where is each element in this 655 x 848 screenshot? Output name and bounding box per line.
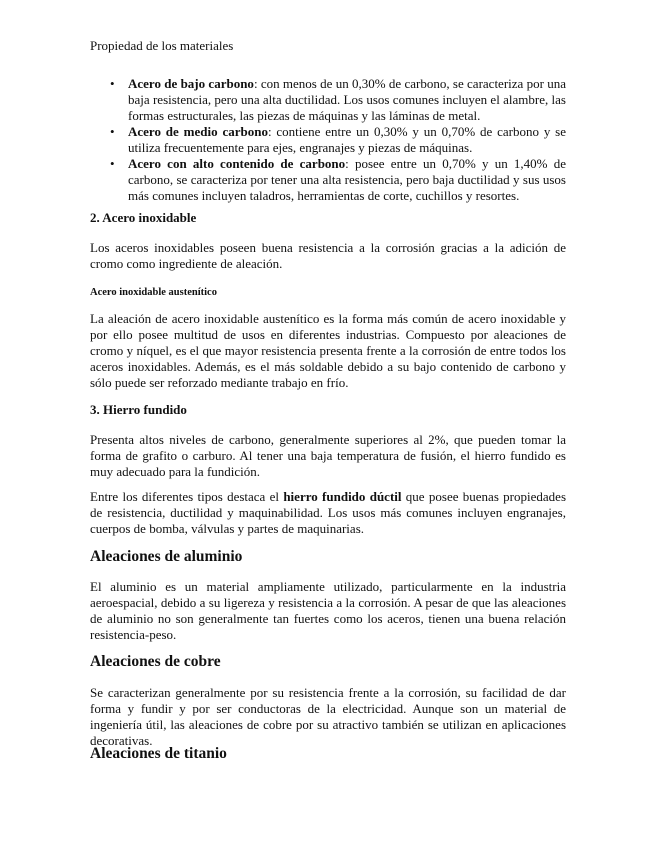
bullet-term: Acero de medio carbono: [128, 124, 268, 139]
subheading-austenitico: Acero inoxidable austenítico: [90, 287, 217, 298]
bullet-text: : con menos de un 0,30% de carbono, se caracteriza por una baja resistencia, pero una alta ductilidad. Los usos comunes incluyen el alambre, las formas estructurales, las piezas de máquinas y las láminas de metal.: [128, 76, 567, 123]
bullet-text: : contiene entre un 0,30% y un 0,70% de carbono y se utiliza frecuentemente para ejes, engranajes y piezas de máquinas.: [128, 124, 566, 155]
paragraph-inoxidable-intro: Los aceros inoxidables poseen buena resistencia a la corrosión gracias a la adición de cromo como ingrediente de aleación.: [90, 240, 566, 271]
section-heading-titanio: Aleaciones de titanio: [90, 745, 227, 762]
bullet-text: : posee entre un 0,70% y un 1,40% de carbono, se caracteriza por tener una alta resistencia, pero baja ductilidad y sus usos más comunes incluyen taladros, herramientas de corte, cuchillos y resortes.: [128, 156, 566, 203]
bullet-term: Acero de bajo carbono: [128, 76, 254, 91]
carbon-steel-list: [90, 76, 566, 204]
paragraph-hierro-1: Presenta altos niveles de carbono, generalmente superiores al 2%, que pueden tomar la forma de grafito o carburo. Al tener una baja temperatura de fusión, el hierro fundido es muy adecuado para la fundición.: [90, 432, 566, 479]
bullet-term: Acero con alto contenido de carbono: [128, 156, 346, 171]
list-item: [90, 124, 566, 156]
paragraph-aluminio: El aluminio es un material ampliamente utilizado, particularmente en la industria aeroespacial, debido a su ligereza y resistencia a la corrosión. A pesar de que las aleaciones de aluminio no son generalmente tan fuertes como los aceros, tienen una buena relación resistencia-peso.: [90, 579, 566, 642]
emphasis-hierro-ductil: hierro fundido dúctil: [283, 489, 402, 504]
running-header: Propiedad de los materiales: [90, 38, 234, 53]
section-heading-aluminio: Aleaciones de aluminio: [90, 548, 243, 565]
paragraph-hierro-2: Entre los diferentes tipos destaca el hierro fundido dúctil que posee buenas propiedades de resistencia, ductilidad y maquinabilidad. Los usos más comunes incluyen engranajes, cuerpos de bomba, válvulas y partes de maquinarias.: [90, 489, 566, 536]
section-heading-cobre: Aleaciones de cobre: [90, 653, 221, 670]
paragraph-cobre: Se caracterizan generalmente por su resistencia frente a la corrosión, su facilidad de dar forma y fundir y por ser conductoras de la electricidad. Aunque son un material de ingeniería útil, las aleaciones de cobre por su atractivo también se utilizan en aplicaciones decorativas.: [90, 685, 566, 748]
list-item: [90, 156, 566, 204]
list-item: [90, 76, 566, 124]
section-heading-hierro: 3. Hierro fundido: [90, 402, 187, 417]
paragraph-austenitico: La aleación de acero inoxidable austenítico es la forma más común de acero inoxidable y por ello posee multitud de usos en diferentes industrias. Compuesto por aleaciones de cromo y níquel, es el que mayor resistencia presenta frente a la corrosión de entre todos los aceros inoxidables. Además, es el más soldable debido a su bajo contenido de carbono y sólo puede ser reforzado mediante trabajo en frío.: [90, 311, 566, 390]
section-heading-inoxidable: 2. Acero inoxidable: [90, 210, 197, 225]
